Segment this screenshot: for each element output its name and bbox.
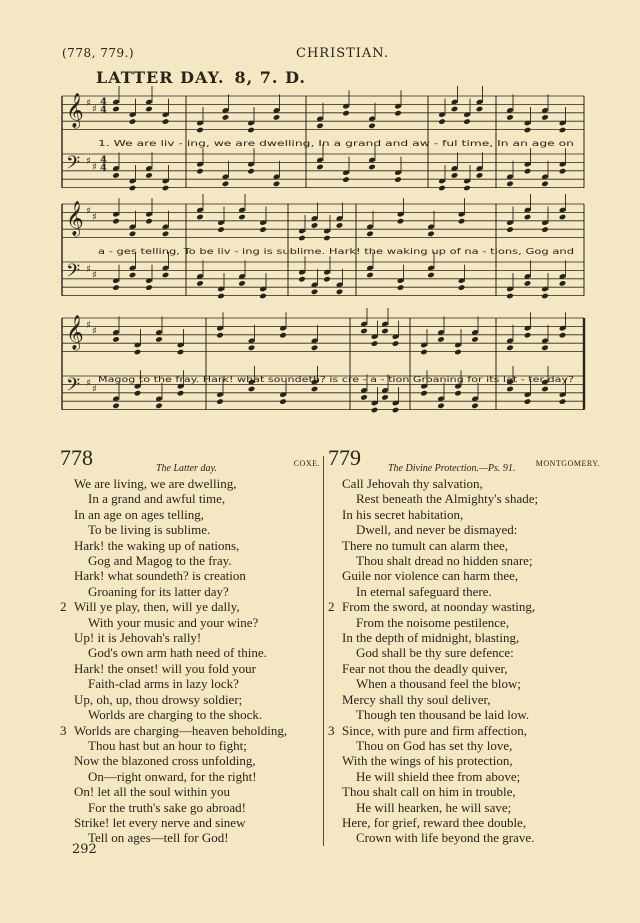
note-head (134, 349, 142, 356)
note-head (397, 218, 405, 225)
note-head (177, 390, 185, 397)
note-head (541, 114, 549, 121)
note-head (371, 340, 379, 347)
line-text: Dwell, and never be dismayed: (356, 522, 518, 538)
note-head (112, 218, 120, 225)
line-text: Hark! the onset! will you fold your (74, 660, 256, 676)
line-text: God's own arm hath need of thine. (88, 645, 267, 661)
note-head (259, 293, 267, 300)
line-text: Rest beneath the Almighty's shade; (356, 491, 539, 507)
note-head (298, 276, 306, 283)
hymn-line (328, 630, 600, 645)
sharp-icon: ♯ (86, 98, 91, 109)
music-lyric-line: a - ges telling, To be liv - ing is sublime. Hark! the waking up of na - tions, Gog and (98, 247, 574, 256)
note-head (216, 332, 224, 339)
note-head (559, 332, 567, 339)
sharp-icon: ♯ (92, 162, 97, 173)
hymn-line (328, 522, 600, 537)
note-head (311, 222, 319, 229)
note-head (559, 127, 567, 134)
note-head (217, 293, 225, 300)
note-head (196, 127, 204, 134)
line-text: In eternal safeguard there. (356, 583, 492, 599)
hymn-779 (328, 445, 600, 846)
time-signature: 4 (100, 155, 107, 166)
line-text: In his secret habitation, (342, 506, 464, 522)
line-text: Worlds are charging—heaven beholding, (74, 722, 288, 738)
sharp-icon: ♯ (86, 206, 91, 217)
line-text: There no tumult can alarm thee, (342, 537, 509, 553)
note-head (247, 127, 255, 134)
hymn-line (328, 476, 600, 491)
sharp-icon: ♯ (86, 320, 91, 331)
hymn-line (60, 723, 320, 738)
hymn-line (60, 661, 320, 676)
sharp-icon: ♯ (92, 384, 97, 395)
note-head (524, 280, 532, 287)
line-text: With your music and your wine? (88, 614, 259, 630)
hymn-title: The Divine Protection.—Ps. 91. (388, 463, 516, 474)
note-head (162, 118, 170, 125)
note-head (129, 185, 137, 192)
note-head (454, 390, 462, 397)
note-head (454, 349, 462, 356)
music-score (0, 0, 640, 440)
line-text: In a grand and awful time, (88, 491, 226, 507)
note-head (366, 272, 374, 279)
note-head (196, 168, 204, 175)
hymn-line (60, 538, 320, 553)
hymn-line (328, 645, 600, 660)
line-text: Mercy shall thy soul deliver, (342, 691, 491, 707)
hymn-line (60, 491, 320, 506)
line-text: To be living is sublime. (88, 522, 211, 538)
note-head (476, 106, 484, 113)
note-head (336, 289, 344, 296)
note-head (238, 280, 246, 287)
note-head (559, 168, 567, 175)
note-head (392, 340, 400, 347)
sharp-icon: ♯ (86, 378, 91, 389)
note-head (541, 293, 549, 300)
note-head (559, 214, 567, 221)
line-text: Up! it is Jehovah's rally! (74, 630, 202, 646)
sharp-icon: ♯ (92, 326, 97, 337)
line-text: Faith-clad arms in lazy lock? (88, 676, 239, 692)
note-head (394, 110, 402, 117)
line-text: From the noisome pestilence, (356, 614, 510, 630)
line-text: When a thousand feel the blow; (356, 676, 521, 692)
line-text: We are living, we are dwelling, (74, 476, 237, 491)
note-head (134, 390, 142, 397)
line-text: Tell on ages—tell for God! (88, 830, 229, 846)
note-head (524, 398, 532, 405)
verse-number: 2 (328, 599, 335, 615)
line-text: Call Jehovah thy salvation, (342, 476, 483, 491)
treble-clef-icon: 𝄞 (66, 93, 84, 128)
note-head (541, 226, 549, 233)
line-text: On—right onward, for the right! (88, 768, 257, 784)
verse-number: 3 (60, 722, 67, 738)
line-text: Crown with life beyond the grave. (356, 830, 535, 846)
treble-clef-icon: 𝄞 (66, 315, 84, 350)
line-text: From the sword, at noonday wasting, (342, 599, 536, 615)
note-head (217, 226, 225, 233)
note-head (506, 181, 514, 188)
hymn-line (328, 784, 600, 799)
note-head (311, 289, 319, 296)
note-head (279, 332, 287, 339)
note-head (145, 106, 153, 113)
hymn-line (328, 800, 600, 815)
note-head (471, 336, 479, 343)
note-head (541, 181, 549, 188)
page-number: 292 (72, 842, 97, 857)
hymn-line (60, 815, 320, 830)
note-head (311, 345, 319, 352)
note-head (311, 386, 319, 393)
note-head (420, 349, 428, 356)
note-head (162, 185, 170, 192)
hymn-title: The Latter day. (156, 463, 217, 474)
note-head (381, 394, 389, 401)
note-head (298, 235, 306, 242)
hymn-line (60, 630, 320, 645)
hymn-line (328, 738, 600, 753)
note-head (196, 280, 204, 287)
sharp-icon: ♯ (92, 212, 97, 223)
note-head (451, 172, 459, 179)
note-head (316, 164, 324, 171)
line-text: He will shield thee from above; (356, 768, 521, 784)
hymn-line (328, 615, 600, 630)
note-head (471, 403, 479, 410)
line-text: Fear not thou the deadly quiver, (342, 660, 508, 676)
note-head (397, 284, 405, 291)
note-head (524, 332, 532, 339)
note-head (222, 114, 230, 121)
note-head (323, 235, 331, 242)
line-text: With the wings of his protection, (342, 753, 513, 769)
hymn-line (328, 707, 600, 722)
note-head (112, 336, 120, 343)
note-head (342, 176, 350, 183)
note-head (316, 123, 324, 130)
note-head (112, 172, 120, 179)
note-head (366, 231, 374, 238)
line-text: Thou on God has set thy love, (356, 737, 513, 753)
time-signature: 4 (100, 97, 107, 108)
line-text: Guile nor violence can harm thee, (342, 568, 519, 584)
note-head (145, 284, 153, 291)
hymn-line (328, 692, 600, 707)
note-head (112, 403, 120, 410)
note-head (248, 386, 256, 393)
sharp-icon: ♯ (86, 264, 91, 275)
note-head (248, 345, 256, 352)
music-lyric-line: 1. We are liv - ing, we are dwelling, In a grand and aw - ful time, In an age on (98, 139, 574, 148)
hymn-line (328, 723, 600, 738)
note-head (458, 284, 466, 291)
line-text: Up, oh, up, thou drowsy soldier; (74, 691, 243, 707)
note-head (438, 118, 446, 125)
hymn-line (60, 676, 320, 691)
hymn-line (60, 784, 320, 799)
line-text: He will hearken, he will save; (356, 799, 512, 815)
treble-clef-icon: 𝄞 (66, 201, 84, 236)
note-head (360, 394, 368, 401)
line-text: Thou shalt call on him in trouble, (342, 784, 516, 800)
note-head (458, 218, 466, 225)
hymn-line (328, 830, 600, 845)
sharp-icon: ♯ (92, 104, 97, 115)
note-head (342, 110, 350, 117)
note-head (524, 127, 532, 134)
hymn-line (60, 692, 320, 707)
bass-clef-icon: 𝄢 (66, 375, 81, 400)
hymn-line (328, 538, 600, 553)
bass-clef-icon: 𝄢 (66, 153, 81, 178)
hymn-line (60, 769, 320, 784)
note-head (129, 272, 137, 279)
note-head (112, 284, 120, 291)
line-text: Here, for grief, reward thee double, (342, 814, 527, 830)
time-signature: 4 (100, 105, 107, 116)
line-text: Gog and Magog to the fray. (88, 553, 232, 569)
note-head (371, 407, 379, 414)
line-text: On! let all the soul within you (74, 784, 230, 800)
line-text: God shall be thy sure defence: (356, 645, 514, 661)
note-head (476, 172, 484, 179)
hymn-verses (60, 476, 320, 846)
hymn-author: COXE. (293, 459, 320, 468)
hymn-line (328, 507, 600, 522)
hymn-778 (60, 445, 320, 846)
note-head (559, 398, 567, 405)
hymn-line (60, 738, 320, 753)
note-head (279, 398, 287, 405)
hymn-line (60, 830, 320, 845)
line-text: Strike! let every nerve and sinew (74, 814, 246, 830)
line-text: Will ye play, then, will ye dally, (74, 599, 240, 615)
sharp-icon: ♯ (92, 270, 97, 281)
note-head (238, 214, 246, 221)
note-head (437, 403, 445, 410)
tune-meter: 8, 7. D. (234, 68, 306, 87)
line-text: Though ten thousand be laid low. (356, 707, 530, 723)
hymn-line (60, 753, 320, 768)
sharp-icon: ♯ (86, 156, 91, 167)
line-text: Hark! the waking up of nations, (74, 537, 240, 553)
hymn-line (328, 676, 600, 691)
line-text: For the truth's sake go abroad! (88, 799, 246, 815)
note-head (273, 181, 281, 188)
hymn-line (328, 769, 600, 784)
note-head (196, 214, 204, 221)
note-head (155, 336, 163, 343)
line-text: Since, with pure and firm affection, (342, 722, 527, 738)
hymn-line (328, 753, 600, 768)
note-head (323, 276, 331, 283)
note-head (559, 280, 567, 287)
note-head (368, 123, 376, 130)
hymn-line (60, 522, 320, 537)
note-head (506, 226, 514, 233)
note-head (368, 164, 376, 171)
note-head (392, 407, 400, 414)
note-head (524, 168, 532, 175)
note-head (145, 218, 153, 225)
line-text: Now the blazoned cross unfolding, (74, 753, 256, 769)
note-head (438, 185, 446, 192)
line-text: Thou hast but an hour to fight; (88, 737, 247, 753)
note-head (463, 118, 471, 125)
hymn-line (328, 553, 600, 568)
column-divider (323, 456, 324, 846)
verse-number: 2 (60, 599, 67, 615)
line-text: Groaning for its latter day? (88, 583, 229, 599)
note-head (427, 231, 435, 238)
hymn-line (60, 707, 320, 722)
note-head (394, 176, 402, 183)
time-signature: 4 (100, 163, 107, 174)
note-head (506, 345, 514, 352)
line-text: Worlds are charging to the shock. (88, 707, 263, 723)
hymn-line (60, 800, 320, 815)
note-head (437, 336, 445, 343)
note-head (273, 114, 281, 121)
note-head (155, 403, 163, 410)
note-head (420, 390, 428, 397)
note-head (177, 349, 185, 356)
hymn-line (60, 553, 320, 568)
note-head (222, 181, 230, 188)
note-head (360, 328, 368, 335)
hymn-line (328, 661, 600, 676)
bass-clef-icon: 𝄢 (66, 261, 81, 286)
note-head (145, 172, 153, 179)
hymn-line (60, 476, 320, 491)
note-head (381, 328, 389, 335)
line-text: Hark! what soundeth? is creation (74, 568, 246, 584)
hymn-line (60, 568, 320, 583)
line-text: In the depth of midnight, blasting, (342, 630, 520, 646)
music-lyric-line: Magog to the fray. Hark! what soundeth? is cre - a - tion Groaning for its lat - ter day? (98, 375, 574, 384)
hymn-line (60, 599, 320, 614)
hymn-line (60, 615, 320, 630)
section-header: CHRISTIAN. (296, 46, 389, 61)
note-head (524, 214, 532, 221)
hymn-line (328, 599, 600, 614)
note-head (162, 272, 170, 279)
note-head (112, 106, 120, 113)
note-head (216, 398, 224, 405)
hymn-verses (328, 476, 600, 846)
note-head (162, 231, 170, 238)
note-head (259, 226, 267, 233)
note-head (427, 272, 435, 279)
hymn-number: 778 (60, 445, 93, 470)
line-text: Thou shalt dread no hidden snare; (356, 553, 533, 569)
note-head (129, 118, 137, 125)
note-head (541, 386, 549, 393)
hymn-line (60, 645, 320, 660)
note-head (247, 168, 255, 175)
hymn-number: 779 (328, 445, 361, 470)
hymn-line (328, 815, 600, 830)
note-head (506, 386, 514, 393)
note-head (336, 222, 344, 229)
line-text: In an age on ages telling, (74, 506, 204, 522)
hymn-line (328, 568, 600, 583)
note-head (541, 345, 549, 352)
hymn-line (60, 584, 320, 599)
note-head (129, 231, 137, 238)
note-head (463, 185, 471, 192)
hymn-author: MONTGOMERY. (535, 459, 600, 468)
hymn-range-header: (778, 779.) (62, 46, 135, 60)
hymn-line (328, 491, 600, 506)
tune-name: LATTER DAY. (96, 68, 225, 87)
hymn-line (60, 507, 320, 522)
note-head (451, 106, 459, 113)
hymn-line (328, 584, 600, 599)
note-head (506, 114, 514, 121)
verse-number: 3 (328, 722, 335, 738)
note-head (506, 293, 514, 300)
